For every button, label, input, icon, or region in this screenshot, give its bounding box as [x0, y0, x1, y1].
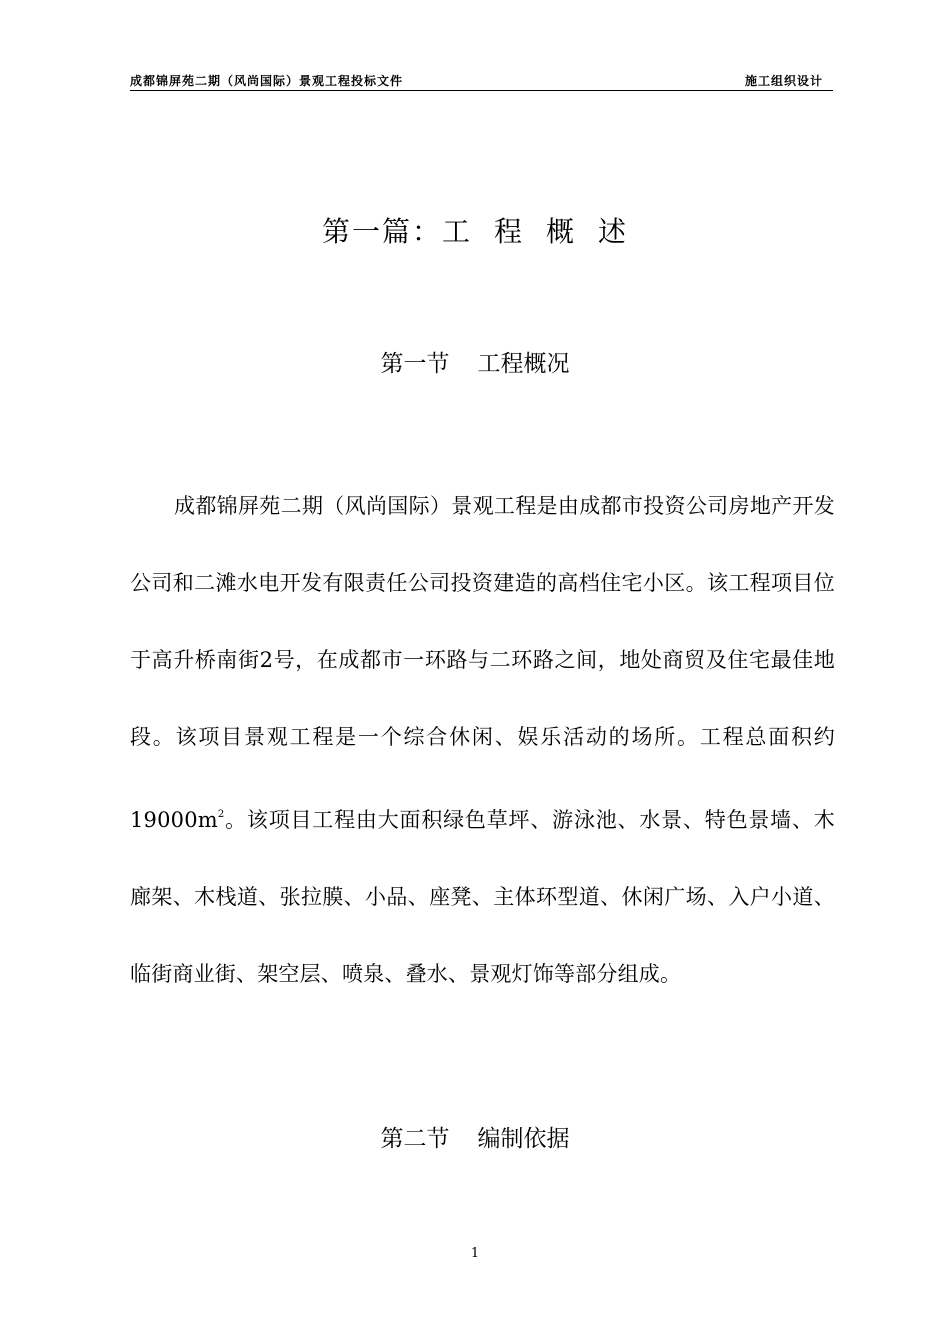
page-number: 1: [470, 1246, 480, 1261]
section-number: 第二节: [380, 1126, 450, 1152]
paragraph-text-continued: 。该项目工程由大面积绿色草坪、游泳池、水景、特色景墙、木廊架、木栈道、张拉膜、小品、座凳、主体环型道、休闲广场、入户小道、临街商业街、架空层、喷泉、叠水、景观灯饰等部分组成。: [130, 808, 835, 986]
section-title-text: 工程概况: [477, 351, 570, 377]
page-header: [130, 70, 833, 91]
part-title-prefix: 第一篇：: [321, 215, 442, 248]
project-overview-paragraph: [130, 468, 835, 1013]
part-title-char: 程: [493, 215, 524, 248]
part-title-char: 述: [598, 215, 629, 248]
section-heading-1: [0, 345, 950, 378]
paragraph-text: 成都锦屏苑二期（风尚国际）景观工程是由成都市投资公司房地产开发公司和二滩水电开发有限责任公司投资建造的高档住宅小区。该工程项目位于高升桥南街2号，在成都市一环路与二环路之间，地处商贸及住宅最佳地段。该项目景观工程是一个综合休闲、娱乐活动的场所。工程总面积约19000m: [130, 494, 835, 832]
section-title-text: 编制依据: [477, 1126, 570, 1152]
part-title: [0, 210, 950, 250]
part-title-char: 概: [546, 215, 577, 248]
header-section-label: 施工组织设计: [744, 74, 823, 88]
part-title-char: 工: [441, 215, 472, 248]
section-heading-2: [0, 1120, 950, 1153]
unit-superscript: 2: [217, 809, 225, 820]
section-number: 第一节: [380, 351, 450, 377]
header-document-title: 成都锦屏苑二期（风尚国际）景观工程投标文件: [130, 74, 404, 88]
